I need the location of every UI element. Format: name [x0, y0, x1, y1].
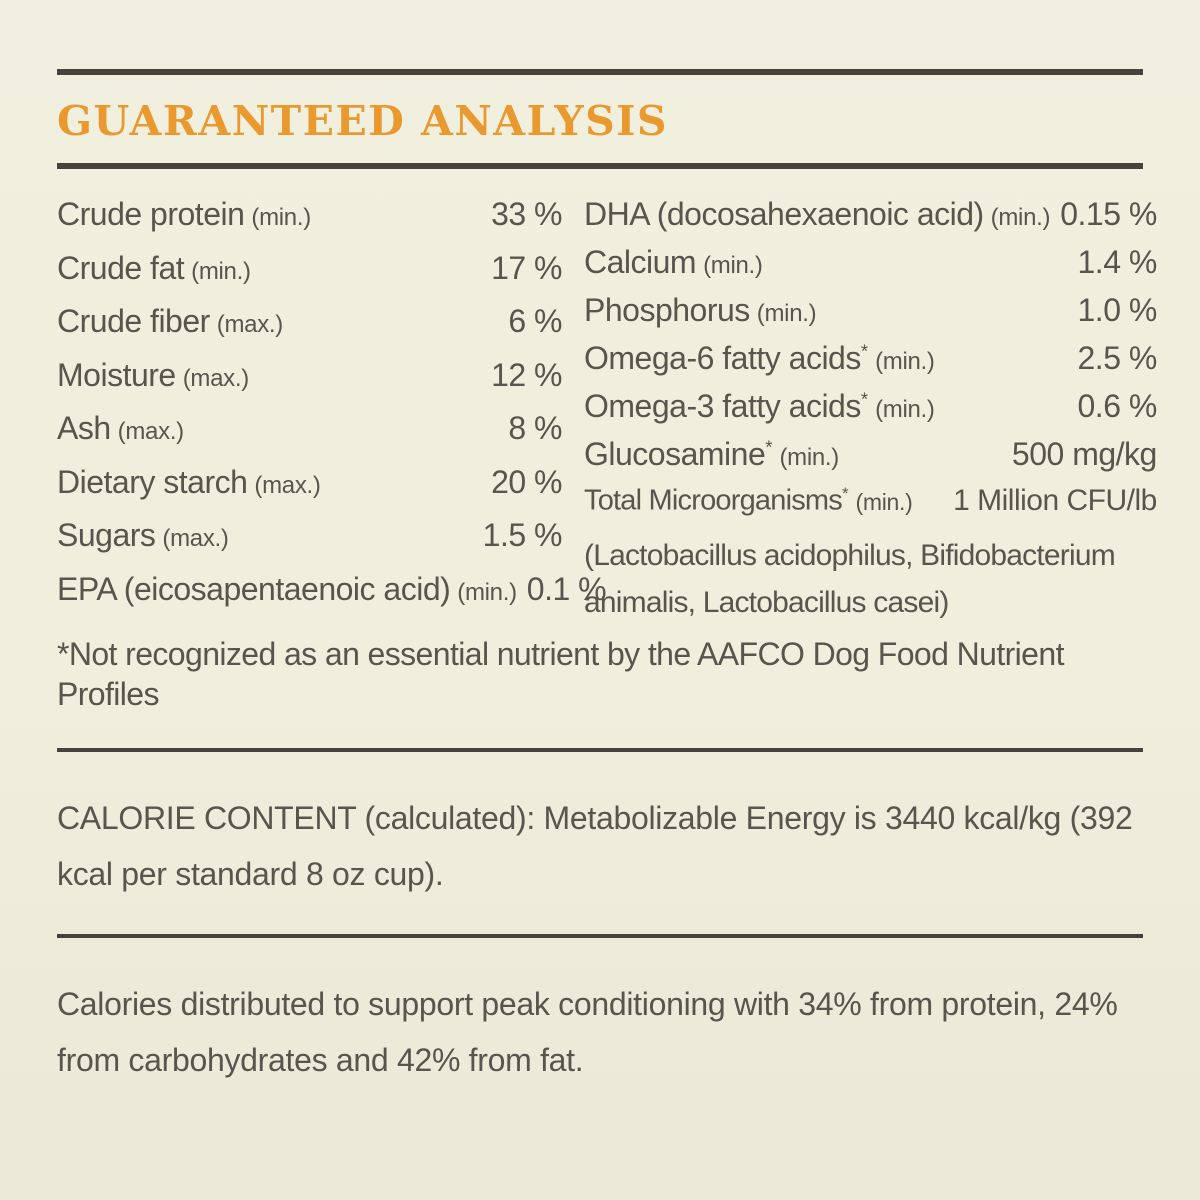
nutrient-value: 0.6 %: [1077, 388, 1157, 424]
analysis-row: [584, 292, 1157, 340]
nutrient-value: 0.15 %: [1060, 196, 1157, 232]
footnote-asterisk: *: [841, 484, 849, 504]
nutrient-qualifier: (max.): [254, 471, 321, 499]
analysis-row: [584, 196, 1157, 244]
nutrient-value: 8 %: [508, 410, 562, 446]
nutrient-qualifier: (min.): [855, 489, 913, 515]
nutrient-qualifier: (max.): [182, 364, 249, 392]
analysis-row: [584, 244, 1157, 292]
nutrient-label: Ash: [57, 410, 111, 446]
nutrient-value: 17 %: [491, 249, 562, 286]
footnote-divider: [57, 748, 1143, 752]
nutrient-qualifier: (min.): [875, 396, 935, 423]
nutrient-value: 0.1 %: [526, 570, 607, 607]
footnote-asterisk: *: [860, 388, 869, 410]
nutrient-label: Omega-6 fatty acids*: [584, 340, 869, 376]
nutrient-value: 6 %: [508, 303, 562, 339]
nutrient-value: 12 %: [491, 356, 562, 393]
nutrient-value: 1.4 %: [1077, 244, 1157, 280]
nutrient-qualifier: (min.): [703, 252, 763, 279]
nutrient-label: Omega-3 fatty acids*: [584, 388, 869, 424]
nutrient-qualifier: (min.): [251, 204, 311, 231]
section-title: GUARANTEED ANALYSIS: [57, 97, 668, 145]
analysis-row: [57, 570, 607, 625]
nutrient-value: 33 %: [491, 196, 562, 232]
nutrient-value: 1 Million CFU/lb: [953, 484, 1157, 517]
calorie-distribution-text: Calories distributed to support peak conditioning with 34% from protein, 24% from carbohydrates and 42% from fat.: [57, 986, 1118, 1078]
top-divider: [57, 69, 1143, 75]
nutrient-value: 2.5 %: [1077, 340, 1157, 376]
nutrient-label: Glucosamine*: [584, 436, 773, 472]
analysis-row: [584, 436, 1157, 484]
nutrient-label: Calcium: [584, 244, 697, 280]
nutrient-qualifier: (min.): [990, 204, 1051, 231]
nutrient-qualifier: (min.): [779, 444, 839, 471]
analysis-row: [584, 340, 1157, 388]
nutrient-label: Phosphorus: [584, 292, 750, 328]
calorie-divider: [57, 934, 1143, 938]
analysis-row: [57, 464, 562, 518]
nutrient-qualifier: (min.): [191, 257, 251, 285]
analysis-row: [57, 303, 562, 357]
analysis-column-left: [57, 196, 607, 626]
nutrient-label: Dietary starch: [57, 463, 248, 500]
nutrient-label: Crude fat: [57, 249, 185, 286]
nutrient-qualifier: (max.): [216, 311, 283, 338]
nutrient-label: Crude protein: [57, 196, 245, 232]
nutrient-value: 1.5 %: [482, 517, 562, 553]
analysis-row: [57, 250, 562, 304]
nutrient-label: Moisture: [57, 356, 176, 393]
nutrient-qualifier: (min.): [875, 348, 935, 375]
analysis-row: [57, 357, 562, 411]
nutrient-label: Sugars: [57, 517, 156, 553]
nutrient-qualifier: (min.): [756, 300, 817, 327]
analysis-table: [57, 196, 1157, 626]
footnote-asterisk: *: [765, 436, 773, 458]
analysis-row: [57, 410, 562, 464]
nutrient-qualifier: (max.): [117, 418, 184, 445]
footnote-asterisk: *: [860, 340, 869, 362]
aafco-footnote: *Not recognized as an essential nutrient by the AAFCO Dog Food Nutrient Profiles: [57, 636, 1064, 712]
nutrient-qualifier: (min.): [457, 578, 517, 606]
analysis-row: [584, 484, 1157, 532]
nutrient-label: Total Microorganisms*: [584, 484, 849, 517]
analysis-row: [57, 517, 562, 571]
analysis-row: [584, 388, 1157, 436]
nutrient-label: EPA (eicosapentaenoic acid): [57, 570, 451, 607]
nutrient-note: (Lactobacillus acidophilus, Bifidobacterium animalis, Lactobacillus casei): [584, 539, 1115, 619]
nutrient-value: 1.0 %: [1077, 292, 1157, 328]
calorie-content-text: CALORIE CONTENT (calculated): Metabolizable Energy is 3440 kcal/kg (392 kcal per standard 8 oz cup).: [57, 800, 1133, 892]
analysis-row: [57, 196, 562, 250]
nutrient-value: 20 %: [491, 463, 562, 500]
header-divider: [57, 163, 1143, 169]
nutrient-qualifier: (max.): [162, 525, 229, 552]
analysis-column-right: [584, 196, 1157, 626]
nutrient-label: DHA (docosahexaenoic acid): [584, 196, 984, 232]
nutrient-value: 500 mg/kg: [1011, 436, 1157, 472]
nutrient-label: Crude fiber: [57, 303, 210, 339]
